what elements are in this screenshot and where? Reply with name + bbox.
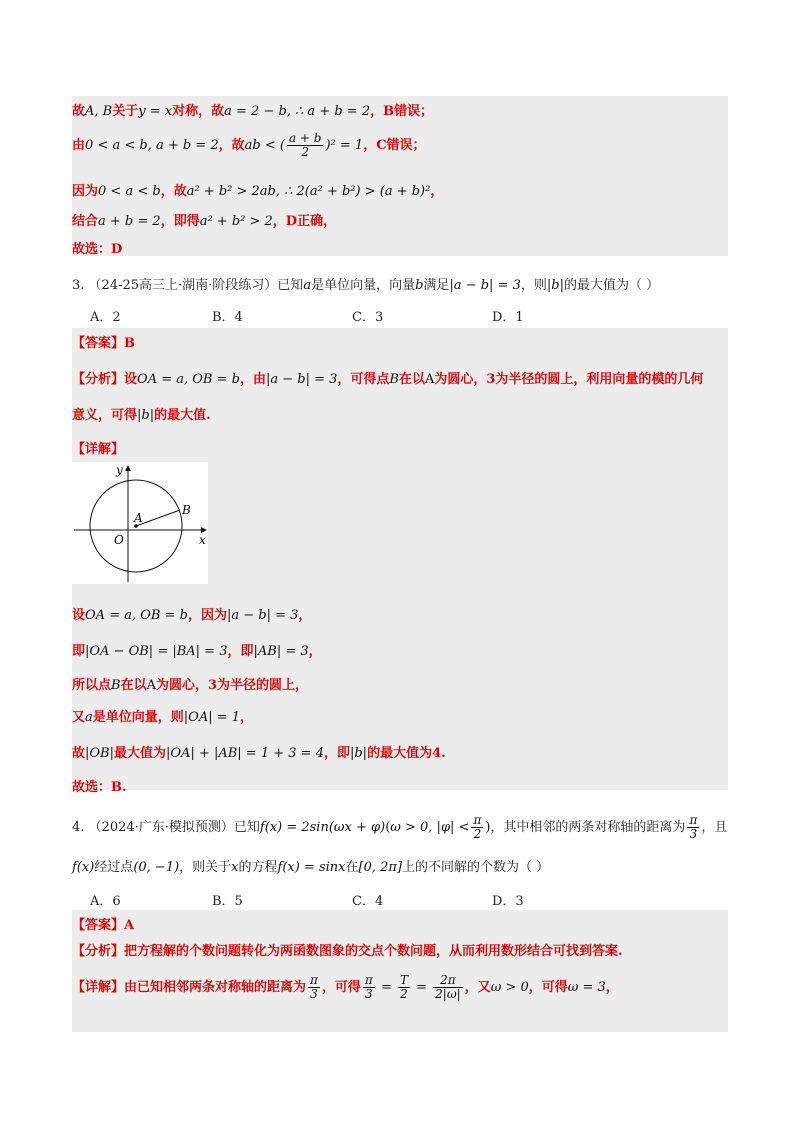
q3-option-b: B．4 [212,310,243,325]
fraction: $\frac{\pi}{3}$ [310,973,318,1001]
y-label: y [116,463,123,477]
question-4-stem-line-2: f(x)经过点(0, −1)，则关于x的方程f(x) = sinx在[0, 2π]上的不同解的个数为（ ） [72,860,550,875]
circle-diagram [72,462,208,584]
prev-solution-line-3: 因为0 < a < b，故a² + b² > 2ab, ∴ 2(a² + b²) > (a + b)²， [72,184,444,199]
a-label: A [134,511,143,525]
q4-solution-block [72,910,728,1032]
b-label: B [182,503,191,517]
q3-detail-line-5: 故|OB|最大值为|OA| + |AB| = 1 + 3 = 4，即|b|的最大值为4. [72,746,446,761]
q4-answer: 【答案】A [72,918,135,933]
q3-analysis-line-1: 【分析】设OA = a, OB = b，由|a − b| = 3，可得点B在以A为圆心，3为半径的圆上，利用向量的模的几何 [72,372,704,387]
circle-figure [72,462,208,584]
q3-option-a: A．2 [90,310,121,325]
q3-answer: 【答案】B [72,336,135,351]
prev-solution-line-5: 故选：D [72,242,123,257]
fraction: $\frac{\pi}{3}$ [364,973,373,1001]
prev-solution-block [72,96,728,256]
q4-option-d: D．3 [492,894,524,909]
q3-detail-line-6: 故选：B. [72,780,127,795]
fraction: $\frac{\pi}{3}$ [689,813,698,841]
q3-detail-label: 【详解】 [72,442,125,457]
q3-option-d: D．1 [492,310,524,325]
q4-analysis: 【分析】把方程解的个数问题转化为两函数图象的交点个数问题，从而利用数形结合可找到答案. [72,944,623,959]
fraction: $\frac{T}{2}$ [399,973,408,1001]
q3-detail-line-4: 又a是单位向量，则|OA| = 1， [72,710,254,725]
question-3-stem: 3. （24-25高三上·湖南·阶段练习）已知a是单位向量，向量b满足|a − b| = 3，则|b|的最大值为（ ） [72,278,660,293]
fraction: $\frac{\pi}{2}$ [473,813,482,841]
o-label: O [114,533,124,547]
prev-solution-line-4: 结合a + b = 2，即得a² + b² > 2，D正确， [72,214,337,229]
fraction: $\frac{2\pi}{2|\omega|}$ [435,973,461,1001]
fraction: $\frac{a + b}{2}$ [288,131,322,159]
q4-option-b: B．5 [212,894,243,909]
q3-analysis-line-2: 意义，可得|b|的最大值. [72,408,211,423]
q3-detail-line-3: 所以点B在以A为圆心，3为半径的圆上， [72,678,309,693]
x-label: x [199,533,206,547]
q3-detail-line-1: 设OA = a, OB = b，因为|a − b| = 3， [72,608,312,623]
prev-solution-line-2: 由0 < a < b, a + b = 2，故ab < ( $\frac{a + b}{2}$ )² = 1，C错误； [72,131,426,159]
q4-detail: 【详解】由已知相邻两条对称轴的距离为 $\frac{\pi}{3}$ ，可得 $\frac{\pi}{3}$ = $\frac{T}{2}$ = $\frac{2\pi}{2|\omega|}$ ，又ω > 0，可得ω = 3， [72,973,619,1001]
q4-option-a: A．6 [90,894,121,909]
q4-option-c: C．4 [352,894,384,909]
question-4-stem-line-1: 4. （2024·广东·模拟预测）已知f(x) = 2sin(ωx + φ)(ω > 0, |φ| < $\frac{\pi}{2}$ )，其中相邻的两条对称轴的距离为 $\frac{\pi}{3}$ ，且 [72,813,728,841]
q3-detail-line-2: 即|OA − OB| = |BA| = 3，即|AB| = 3， [72,644,322,659]
prev-solution-line-1: 故A, B关于y = x对称，故a = 2 − b, ∴ a + b = 2，B错误； [72,104,434,119]
q3-option-c: C．3 [352,310,384,325]
